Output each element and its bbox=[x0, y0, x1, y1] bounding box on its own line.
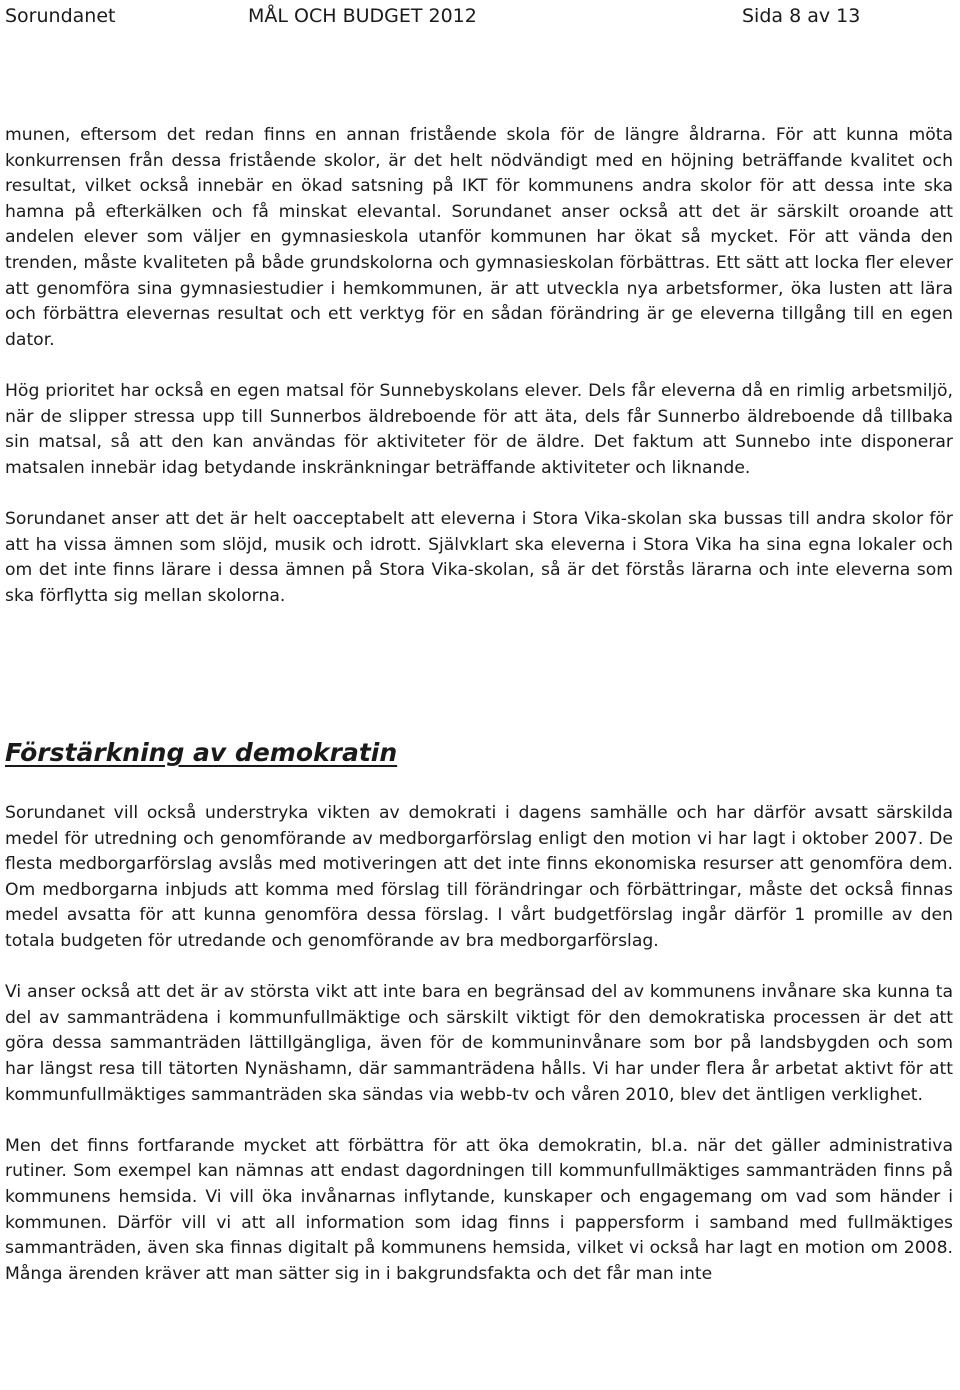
header-title: MÅL OCH BUDGET 2012 bbox=[248, 5, 477, 27]
paragraph: Men det finns fortfarande mycket att förbättra för att öka demokratin, bl.a. när det gäller administrativa rutiner. Som exempel kan nämnas att endast dagordningen till kommunfullmäktiges sammanträden finns på kommunens hemsida. Vi vill öka invånarnas inflytande, kunskaper och engagemang om vad som händer i kommunen. Därför vill vi att all information som idag finns i pappersform i samband med fullmäktiges sammanträden, även ska finnas digitalt på kommunens hemsida, vilket vi också har lagt en motion om 2008. Många ärenden kräver att man sätter sig in i bakgrundsfakta och det får man inte bbox=[5, 1135, 953, 1284]
paragraph: Vi anser också att det är av största vikt att inte bara en begränsad del av kommunens invånare ska kunna ta del av sammanträdena i kommunfullmäktige och särskilt viktigt för den demokratiska processen är det att göra dessa sammanträden lättillgängliga, även för de kommuninvånare som bor på landsbygden och som har längst resa till tätorten Nynäshamn, där sammanträdena hålls. Vi har under flera år arbetat aktivt för att kommunfullmäktiges sammanträden ska sändas via webb-tv och våren 2010, blev det äntligen verklighet. bbox=[5, 982, 953, 1105]
page-header bbox=[5, 2, 875, 30]
section-heading: Förstärkning av demokratin bbox=[5, 738, 398, 767]
header-author: Sorundanet bbox=[5, 5, 116, 27]
paragraph: Hög prioritet har också en egen matsal för Sunnebyskolans elever. Dels får eleverna då en rimlig arbetsmiljö, när de slipper stressa upp till Sunnerbos äldreboende för att äta, dels får Sunnerbo äldreboende då tillbaka sin matsal, så att den kan användas för aktiviteter för de äldre. Det faktum att Sunnebo inte disponerar matsalen innebär idag betydande inskränkningar beträffande aktiviteter och liknande. bbox=[5, 380, 953, 478]
header-page-number: Sida 8 av 13 bbox=[742, 5, 861, 27]
paragraph: Sorundanet anser att det är helt oacceptabelt att eleverna i Stora Vika-skolan ska bussas till andra skolor för att ha vissa ämnen som slöjd, musik och idrott. Självklart ska eleverna i Stora Vika ha sina egna lokaler och om det inte finns lärare i dessa ämnen på Stora Vika-skolan, så är det förstås lärarna och inte eleverna som ska förflytta sig mellan skolorna. bbox=[5, 508, 953, 606]
body-text-after bbox=[5, 801, 953, 1287]
paragraph: munen, eftersom det redan finns en annan fristående skola för de längre åldrarna. För att kunna möta konkurrensen från dessa fristående skolor, är det helt nödvändigt med en höjning beträffande kvalitet och resultat, vilket också innebär en ökad satsning på IKT för kommunens andra skolor för att dessa inte ska hamna på efterkälken och få minskat elevantal. Sorundanet anser också att det är särskilt oroande att andelen elever som väljer en gymnasieskola utanför kommunen har ökat så mycket. För att vända den trenden, måste kvaliteten på både grundskolorna och gymnasieskolan förbättras. Ett sätt att locka fler elever att genomföra sina gymnasiestudier i hemkommunen, är att utveckla nya arbetsformer, öka lusten att lära och förbättra elevernas resultat och ett verktyg för en sådan förändring är ge eleverna tillgång till en egen dator. bbox=[5, 125, 953, 350]
paragraph: Sorundanet vill också understryka vikten av demokrati i dagens samhälle och har därför avsatt särskilda medel för utredning och genomförande av medborgarförslag enligt den motion vi har lagt i oktober 2007. De flesta medborgarförslag avslås med motiveringen att det inte finns ekonomiska resurser att genomföra dem. Om medborgarna inbjuds att komma med förslag till förändringar och förbättringar, måste det också finnas medel avsatta för att kunna genomföra dessa förslag. I vårt budgetförslag ingår därför 1 promille av den totala budgeten för utredande och genomförande av bra medborgarförslag. bbox=[5, 803, 953, 951]
body-text-before bbox=[5, 123, 953, 609]
